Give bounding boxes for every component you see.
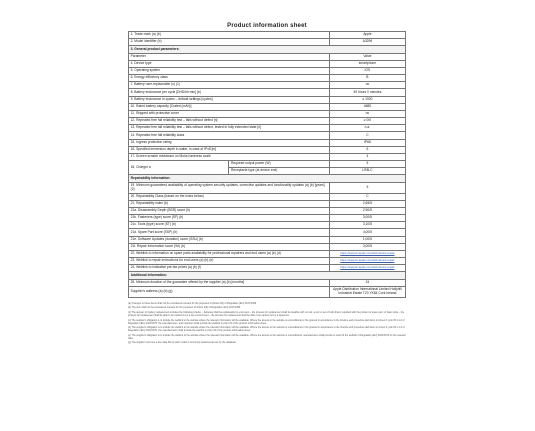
row-label: 21e. Software Updates (duration) score (SSU) (b) (129, 236, 330, 243)
row-label: 7. Battery user-replaceable (c) (1) (129, 82, 330, 89)
footnote: (c) The supplier's obligation is to include the weblink to the website where the relevant information will be available. Where the access to the website is unconditional or the granted in accordance to the timeline and procedure laid down in Annex II, point B.1.1.2 of Regulation (EU) 2023/1670, the manufacturers, and importers shall provide the weblink in point 22 of the product information sheet. (128, 318, 405, 325)
section-general-parameters (129, 46, 406, 53)
row-value: 24 (329, 279, 405, 286)
footnotes (128, 302, 406, 345)
table-row (129, 215, 406, 222)
row-value: no (329, 82, 405, 89)
row-value: C (329, 193, 405, 200)
row-label: 12. Repeated free fall reliability test – falls without defect [n] (129, 118, 330, 125)
row-value: Apple Distribution International Limited Hollyhill Industrial Estate T23 YK84 Cork Ireland (329, 286, 405, 297)
row-label: 9. Battery endurance in cycles – default settings [cycles] (129, 96, 330, 103)
table-row (129, 258, 406, 265)
table-row (129, 236, 406, 243)
charger-row (129, 161, 406, 168)
row-value: IP68 (329, 139, 405, 146)
row-label: Supplier's address (a) (b) (g) (129, 286, 330, 297)
row-label: 20. Repairability Class (based on the index below) (129, 193, 330, 200)
table-row (129, 39, 406, 46)
row-label: 25. Minimum duration of the guarantee offered by the supplier (a) (b) [months] (129, 279, 330, 286)
footnote: (d) The supplier's obligation is to include the weblink to the website where the relevant information will be available. Where the access to the website is unconditional or the granted in accordance to the timeline and procedure laid down in Annex II, point B.1.1.2 of Regulation (EU) 2023/1670, the manufacturers shall provide the weblink in point 23 of the product information sheet. (128, 326, 405, 333)
row-label: 21. Repairability index (b) (129, 200, 330, 207)
row-value: ≥ 1000 (329, 96, 405, 103)
section-general-parameters-title: 3. General product parameters: (129, 46, 406, 53)
table-row (129, 279, 406, 286)
row-label: 21f. Repair Information score (Sri) (b) (129, 243, 330, 250)
row-value: 6 (329, 146, 405, 153)
row-value: Value (329, 53, 405, 60)
row-label: 21c. Tools (type) score (ST) (b) (129, 222, 330, 229)
row-value: iOS (329, 67, 405, 74)
table-row (129, 200, 406, 207)
table-row (129, 139, 406, 146)
section-repairability-title: Repairability information: (129, 175, 406, 182)
table-row (129, 110, 406, 117)
table-row (129, 229, 406, 236)
table-row (129, 125, 406, 132)
row-weblink[interactable]: https://support.apple.com/with-device-repair (329, 265, 405, 272)
row-label: 19. Minimum guaranteed availability of operating system security updates, corrective updates and functionality updates (a) (b) [years] (2) (129, 182, 330, 193)
table-row (129, 96, 406, 103)
row-label: 17. Screen scratch resistance on Mohs hardness scale (129, 153, 330, 160)
row-value: 1,00/5 (329, 236, 405, 243)
row-label: 6. Energy efficiency class (129, 75, 330, 82)
row-label: 1. Trade mark (a) (b) (129, 32, 330, 39)
row-label: 4. Device type (129, 60, 330, 67)
row-value: 3,10/5 (329, 222, 405, 229)
table-row (129, 60, 406, 67)
product-info-table (128, 31, 406, 298)
row-value: 5 (329, 182, 405, 193)
row-value: 49 hours 0 minutes (329, 89, 405, 96)
row-value: C (329, 132, 405, 139)
footnote: (b) The item shall not be considered relevant for the purposes of Article 2(6) of Regulation (EU) 2017/1369. (128, 306, 241, 310)
row-label: 16. Specified immersion depth in water, in case of IPx8 [m] (129, 146, 330, 153)
row-label: 23. Weblink to repair instructions for end users (a) (b) (e) (129, 258, 330, 265)
row-value: B (329, 75, 405, 82)
row-label: 10. Rated battery capacity [Crated (mAh)] (129, 103, 330, 110)
table-row (129, 53, 406, 60)
section-repairability (129, 175, 406, 182)
row-label: Parameter (129, 53, 330, 60)
footnote: (a) Changes to these items shall not be considered relevant for the purposes of Article 4(4) of Regulation (EU) 2017/1369. (128, 301, 257, 305)
row-value: 2,90/5 (329, 207, 405, 214)
charger-sub-label: Receptacle type (at device end) (229, 168, 329, 175)
charger-sub-label: Required output power (W) (229, 161, 329, 168)
table-row (129, 82, 406, 89)
row-weblink[interactable]: https://support.apple.com/with-device-repair (329, 258, 405, 265)
table-row (129, 132, 406, 139)
table-row (129, 243, 406, 250)
row-label: 21b. Fasteners (type) score (SF) (b) (129, 215, 330, 222)
row-value: A3296 (329, 39, 405, 46)
table-row (129, 103, 406, 110)
product-information-sheet (128, 22, 406, 346)
row-label: 22. Weblink to information on spare parts availability for professional repairers and end users (a) (b) (d) (129, 250, 330, 257)
row-value: 3,00/5 (329, 243, 405, 250)
table-row (129, 182, 406, 193)
footnote: (1) The answer for battery replacement includes the following criteria: – batteries shall be replaceable by end users – the process for replacement shall be feasible with no tool, a tool or set of tools that is supplied with the product or spare part, or basic tools – the process for replacement shall be able to be carried out in a use environment – the process for replacement shall be able to be carried out by a layperson. (128, 310, 405, 317)
row-label: 5. Operating system (129, 67, 330, 74)
row-label: 8. Battery endurance per cycle [DHD/hh:min] (b) (129, 89, 330, 96)
row-value: Apple (329, 32, 405, 39)
table-row (129, 222, 406, 229)
row-value: no (329, 110, 405, 117)
row-value: smartphone (329, 60, 405, 67)
table-row (129, 32, 406, 39)
row-label: 13. Repeated free fall reliability test – falls without defect, tested in fully extended state [n] (129, 125, 330, 132)
row-value: 3,00/5 (329, 215, 405, 222)
row-label: 14. Repeated free fall reliability class (129, 132, 330, 139)
table-row (129, 193, 406, 200)
footnote: (g) The supplier must use a free data link to each model it commonly assessed as set by the database. (128, 341, 237, 345)
row-value: 4 (329, 153, 405, 160)
charger-sub-value: 5 (329, 161, 405, 168)
table-row (129, 286, 406, 297)
row-label: 24. Weblink to indicative pre-tax prices (a) (b) (f) (129, 265, 330, 272)
footnote: (e) The supplier's obligation is to include the weblink to the website where the relevant information will be available. Where the access to the website is unconditional, manufacturers shall provide in point 24 the weblink of Regulation (EU) 2023/1670 for the relevant data. (128, 333, 406, 340)
table-row (129, 146, 406, 153)
sheet-title: Product information sheet (227, 23, 307, 29)
row-label: 15. Ingress protection rating (129, 139, 330, 146)
table-row (129, 265, 406, 272)
table-row (129, 118, 406, 125)
table-row (129, 207, 406, 214)
row-value: 4,00/5 (329, 229, 405, 236)
row-label: 21d. Spare Part score (SSP) (b) (129, 229, 330, 236)
row-value: ≥ 0/0 (329, 118, 405, 125)
section-additional-information (129, 272, 406, 279)
table-row (129, 89, 406, 96)
row-label: 11. Shipped with protective cover (129, 110, 330, 117)
charger-sub-value: USB-C (329, 168, 405, 175)
row-value: n.a. (329, 125, 405, 132)
row-value: 2,65/5 (329, 200, 405, 207)
section-additional-information-title: Additional information: (129, 272, 406, 279)
row-label: 21a. Disassembly Depth (BSR) score (b) (129, 207, 330, 214)
charger-label: 18. Charger a (129, 161, 229, 175)
table-row (129, 250, 406, 257)
row-value: 4685 (329, 103, 405, 110)
table-row (129, 75, 406, 82)
table-row (129, 67, 406, 74)
row-weblink[interactable]: https://support.apple.com/with-device-repair (329, 250, 405, 257)
table-row (129, 153, 406, 160)
row-label: 2. Model identifier (b) (129, 39, 330, 46)
